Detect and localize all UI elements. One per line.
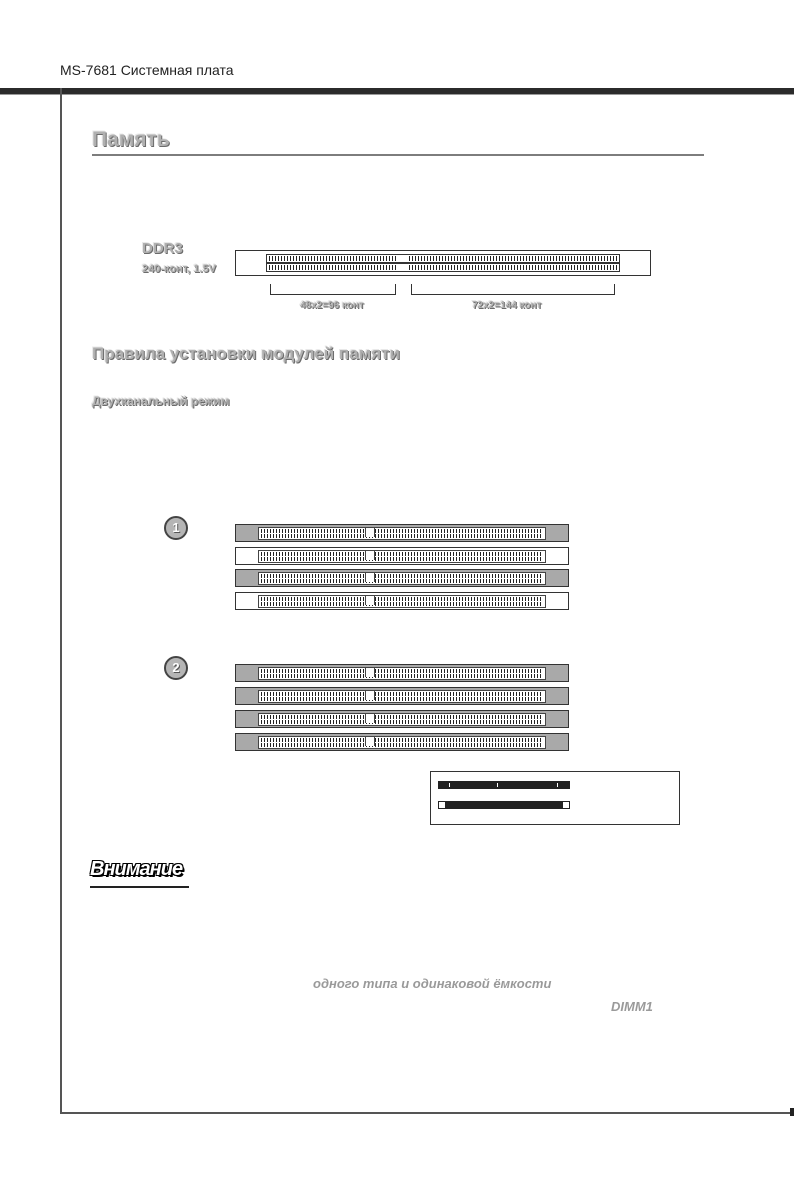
dual-channel-title: Двухканальный режим xyxy=(92,394,230,408)
pin-bracket-left xyxy=(270,284,396,295)
install-rules-title: Правила установки модулей памяти xyxy=(92,344,400,363)
page-header: MS-7681 Системная плата xyxy=(60,62,234,78)
config1-slot3 xyxy=(235,569,569,587)
legend-empty-swatch xyxy=(438,801,570,809)
ddr3-contact-row-bottom xyxy=(266,263,620,272)
left-margin-rule xyxy=(60,88,62,1114)
config2-slot1 xyxy=(235,664,569,682)
config1-slot2 xyxy=(235,547,569,565)
header-rule-highlight xyxy=(0,94,794,95)
attention-badge xyxy=(90,858,189,886)
attention-underline xyxy=(90,886,189,888)
ddr3-spec: 240-конт, 1.5V xyxy=(142,263,217,275)
note-dimm1: DIMM1 xyxy=(611,999,653,1014)
slot-legend xyxy=(430,771,680,825)
legend-installed-label: Установлен xyxy=(581,778,635,789)
footer-corner-mark xyxy=(790,1108,794,1116)
config2-slot2 xyxy=(235,687,569,705)
footer-rule xyxy=(60,1112,794,1114)
config1-slot1 xyxy=(235,524,569,542)
config2-slot4 xyxy=(235,733,569,751)
section-title-rule xyxy=(92,154,704,156)
section-title: Память xyxy=(92,128,170,151)
legend-installed-swatch xyxy=(438,781,570,789)
ddr3-module-diagram xyxy=(235,250,651,276)
ddr3-label: DDR3 xyxy=(142,240,183,257)
ddr3-contact-row-top xyxy=(266,254,620,263)
config-number-1: 1 xyxy=(164,516,188,540)
pin-count-left: 48x2=96 конт xyxy=(300,300,364,311)
config2-slot3 xyxy=(235,710,569,728)
pin-bracket-right xyxy=(411,284,615,295)
config1-slot4 xyxy=(235,592,569,610)
attention-label: Внимание xyxy=(90,858,183,880)
legend-empty-label: Пусто xyxy=(581,798,609,809)
note-same-type: одного типа и одинаковой ёмкости xyxy=(313,976,552,991)
config-number-2: 2 xyxy=(164,656,188,680)
pin-count-right: 72x2=144 конт xyxy=(472,300,542,311)
